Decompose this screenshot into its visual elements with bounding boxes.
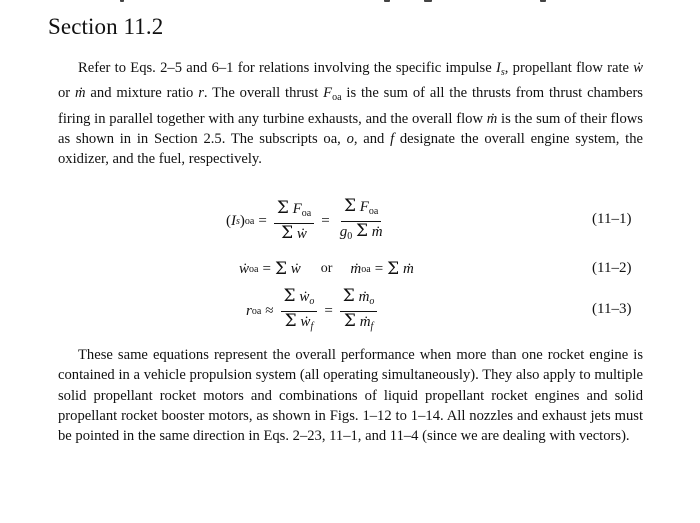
equation-11-3: r oa ≈ $\frac{\Sigma ẇ_o}{\Sigma ẇ_f}$ = $\frac{\Sigma ṁ_o}{\Sigma ṁ_f}$ (11–3)	[0, 288, 700, 334]
performance-paragraph: These same equations represent the overall performance when more than one rocket engine is contained in a vehicle propulsion system (all operating simultaneously). They also apply to multiple solid propellant rocket motors and combinations of liquid propellant rocket engines and solid propellant rocket booster motors, as shown in Figs. 1–12 to 1–14. All nozzles and exhaust jets must be pointed in the same direction in Eqs. 2–23, 11–1, and 11–4 (since we are dealing with vectors).	[58, 347, 643, 445]
fraction-oxidizer-over-fuel-mass-flow: $\frac{\Sigma ṁ_o}{\Sigma ṁ_f}$	[340, 288, 378, 335]
or-word: or	[320, 261, 333, 276]
equation-number: (11–3)	[592, 301, 632, 317]
fraction-thrust-over-mass-flow: $\frac{\Sigma F_{oa}}{g_0 \Sigma ṁ}$	[339, 195, 383, 242]
fraction-thrust-over-weight-flow: $\frac{\Sigma F_{oa}}{\text{Σ ẇ}}$	[274, 200, 314, 243]
equation-11-1: ( I s ) oa = $\frac{\Sigma F_{oa}}{\text{Σ ẇ}}$ = $\frac{\Sigma F_{oa}}{g_0 \Sigma ṁ}$ (11–1)	[226, 195, 632, 243]
equation-number: (11–2)	[592, 260, 632, 276]
cropped-previous-line	[0, 0, 700, 6]
equation-11-2: ẇ oa = Σ ẇ or ṁ oa = Σ ṁ (11–2)	[239, 259, 632, 279]
intro-paragraph: Refer to Eqs. 2–5 and 6–1 for relations involving the specific impulse $I_s$, propellant flow rate ẇ or ṁ and mixture ratio r. The overall thrust $F_{oa}$ is the sum of all the thrusts from thrust chambers firing in parallel together with any turbine exhausts, and the overall flow ṁ is the sum of their flows as shown in in Section 2.5. The subscripts oa, o, and f designate the overall engine system, the oxidizer, and the fuel, respectively.	[58, 60, 643, 168]
section-title: Section 11.2	[48, 14, 164, 39]
fraction-oxidizer-over-fuel-weight-flow: $\frac{\Sigma ẇ_o}{\Sigma ẇ_f}$	[281, 288, 318, 335]
equation-number: (11–1)	[592, 211, 632, 227]
